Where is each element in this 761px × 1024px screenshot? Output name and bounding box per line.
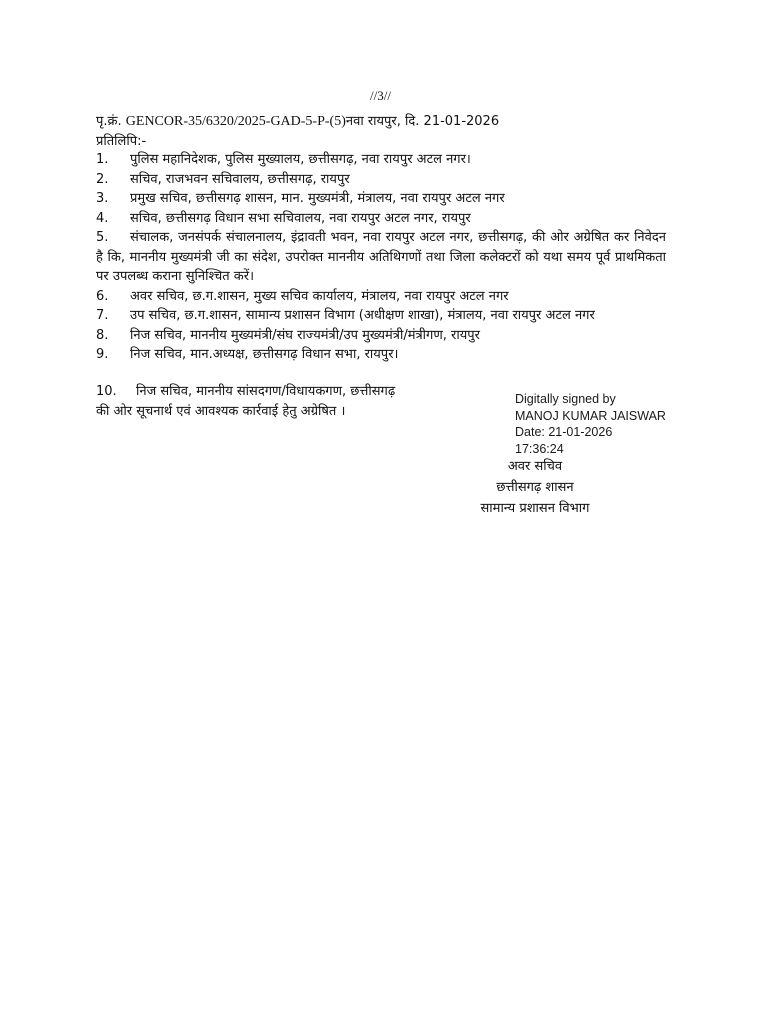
list-item-number: 4. — [96, 210, 109, 226]
digital-signature-block — [515, 391, 666, 457]
list-item — [96, 306, 666, 326]
list-item-text: संचालक, जनसंपर्क संचालनालय, इंद्रावती भवन, नवा रायपुर अटल नगर, छत्तीसगढ़, की ओर अग्रेषित कर निवेदन है कि, माननीय मुख्यमंत्री जी का संदेश, उपरोक्त माननीय अतिथिगणों तथा जिला कलेक्टरों को यथा समय पूर्व प्राथमिकता पर उपलब्ध कराना सुनिश्चित करें। — [96, 230, 666, 284]
list-item — [96, 345, 666, 365]
list-item-number: 7. — [96, 308, 109, 323]
list-item — [96, 326, 666, 346]
reference-prefix: पृ.क्रं. — [96, 114, 122, 129]
list-item-text: पुलिस महानिदेशक, पुलिस मुख्यालय, छत्तीसगढ़, नवा रायपुर अटल नगर। — [130, 152, 471, 167]
list-item-number: 5. — [96, 230, 109, 245]
list-item-text: सचिव, राजभवन सचिवालय, छत्तीसगढ़, रायपुर — [130, 171, 350, 187]
list-item-text: उप सचिव, छ.ग.शासन, सामान्य प्रशासन विभाग (अधीक्षण शाखा), मंत्रालय, नवा रायपुर अटल नगर — [130, 308, 595, 323]
officer-block — [430, 456, 640, 519]
officer-government: छत्तीसगढ़ शासन — [496, 480, 574, 495]
list-item-text: प्रमुख सचिव, छत्तीसगढ़ शासन, मान. मुख्यमंत्री, मंत्रालय, नवा रायपुर अटल नगर — [130, 191, 505, 206]
reference-line — [96, 111, 499, 130]
signature-line: Digitally signed by — [515, 392, 616, 406]
list-item-text: निज सचिव, माननीय मुख्यमंत्री/संघ राज्यमंत्री/उप मुख्यमंत्री/मंत्रीगण, रायपुर — [130, 327, 480, 343]
officer-department: सामान्य प्रशासन विभाग — [480, 501, 590, 516]
list-item-number: 2. — [96, 171, 109, 187]
list-item-10 — [96, 382, 476, 422]
copy-label: प्रतिलिपि:- — [96, 134, 147, 149]
list-item — [96, 189, 666, 209]
list-item-number: 6. — [96, 288, 109, 304]
list-item-10-line2: की ओर सूचनार्थ एवं आवश्यक कार्रवाई हेतु अग्रेषित । — [96, 404, 346, 419]
officer-designation: अवर सचिव — [507, 459, 563, 474]
list-item — [96, 170, 666, 190]
list-item-number: 9. — [96, 347, 109, 362]
page-number: //3// — [370, 88, 391, 103]
list-item-10-line1 — [96, 382, 476, 402]
signature-date: Date: 21-01-2026 — [515, 425, 613, 439]
signature-time: 17:36:24 — [515, 441, 564, 456]
list-item — [96, 287, 666, 307]
distribution-list — [96, 150, 666, 365]
reference-code: GENCOR-35/6320/2025-GAD-5-P-(5) — [125, 114, 346, 129]
reference-place-date: नवा रायपुर, दि. 21-01-2026 — [345, 114, 500, 129]
list-item — [96, 150, 666, 170]
list-item — [96, 228, 666, 287]
list-item-number: 10. — [96, 384, 117, 399]
list-item-text: निज सचिव, मान.अध्यक्ष, छत्तीसगढ़ विधान सभा, रायपुर। — [130, 347, 399, 362]
list-item-number: 3. — [96, 191, 109, 206]
list-item-text: सचिव, छत्तीसगढ़ विधान सभा सचिवालय, नवा रायपुर अटल नगर, रायपुर — [130, 210, 471, 226]
signer-name: MANOJ KUMAR JAISWAR — [515, 408, 666, 423]
list-item-text: निज सचिव, माननीय सांसदगण/विधायकगण, छत्तीसगढ़ — [136, 384, 396, 399]
list-item-text: अवर सचिव, छ.ग.शासन, मुख्य सचिव कार्यालय, मंत्रालय, नवा रायपुर अटल नगर — [130, 288, 509, 304]
list-item-number: 8. — [96, 327, 109, 343]
list-item — [96, 209, 666, 229]
list-item-number: 1. — [96, 152, 109, 167]
